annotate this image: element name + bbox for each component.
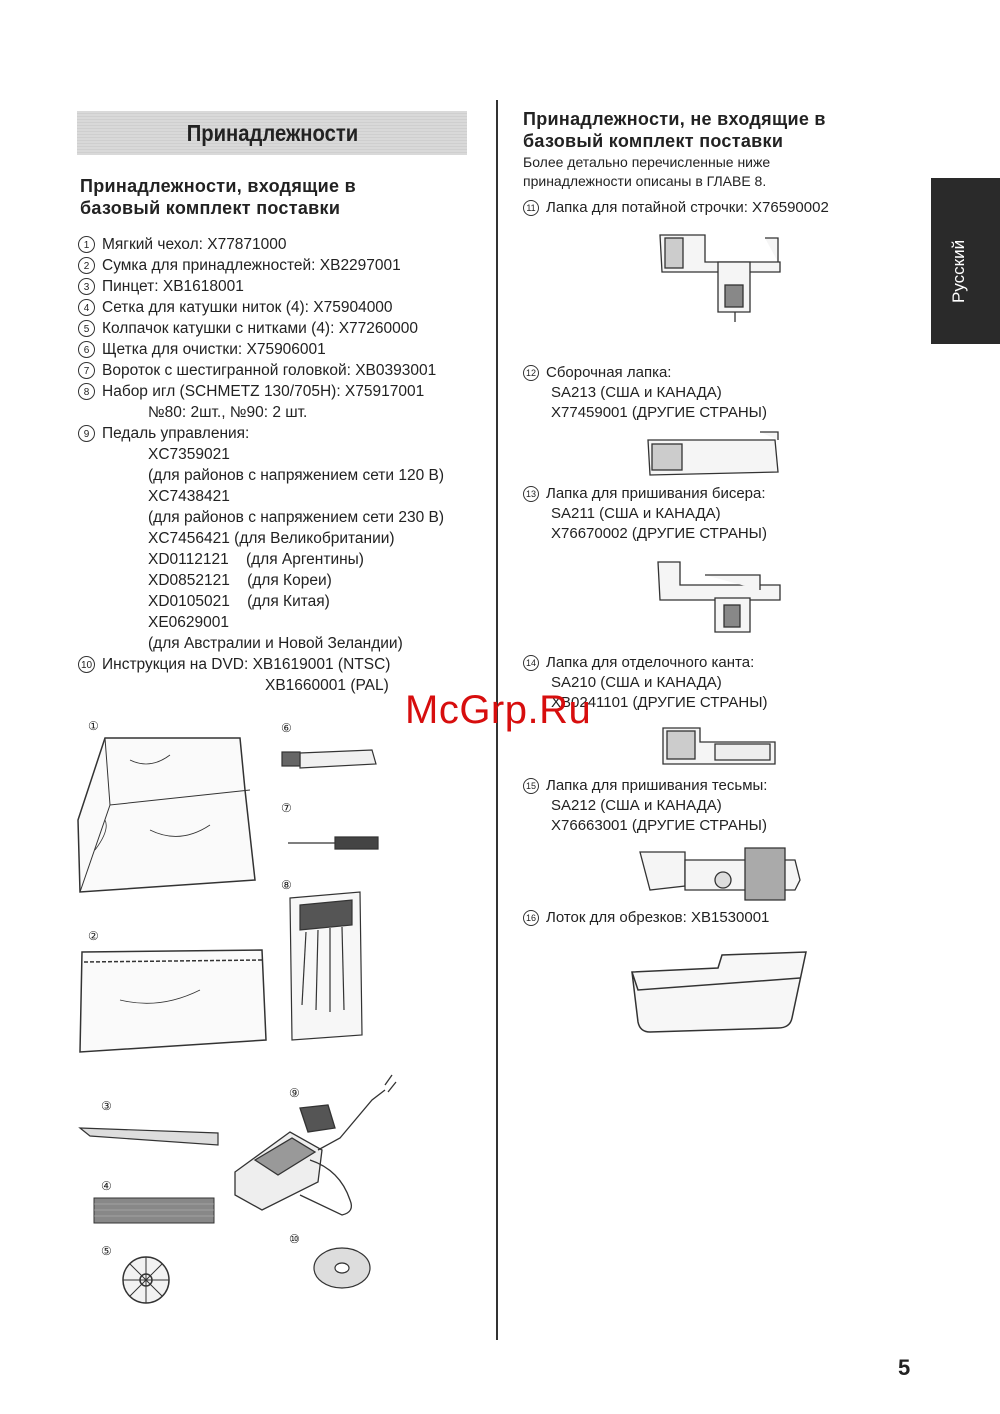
list-item-detail: (для районов с напряжением сети 120 В)	[148, 467, 445, 484]
optional-item-12: 12 Сборочная лапка: SA213 (США и КАНАДА) X77459001 (ДРУГИЕ СТРАНЫ)	[523, 363, 767, 423]
trim-trap-drawing	[632, 952, 806, 1032]
blind-stitch-foot-drawing	[660, 235, 780, 322]
page-number: 5	[898, 1355, 911, 1380]
item-number: 2	[78, 257, 95, 274]
figure-label-6: ⑥	[281, 721, 292, 735]
item-number: 10	[78, 656, 95, 673]
figure-label-5: ⑤	[101, 1244, 112, 1258]
optional-item-11: 11 Лапка для потайной строчки: X76590002	[523, 197, 829, 218]
left-heading-line1: Принадлежности, входящие в	[80, 176, 357, 196]
figure-label-2: ②	[88, 929, 99, 943]
language-side-tab-label: Русский	[949, 239, 968, 303]
figure-label-9: ⑨	[289, 1086, 300, 1100]
list-item-detail: XB1660001 (PAL)	[265, 677, 389, 694]
item-number: 14	[523, 655, 539, 671]
list-item-detail: XC7456421 (для Великобритании)	[148, 530, 395, 547]
language-side-tab	[931, 178, 1000, 344]
left-heading-line2: базовый комплект поставки	[80, 198, 341, 218]
item-number: 5	[78, 320, 95, 337]
list-item-detail: №80: 2шт., №90: 2 шт.	[148, 404, 308, 421]
list-item: 3 Пинцет: XB1618001	[78, 276, 444, 297]
list-item-detail: (для Австралии и Новой Зеландии)	[148, 635, 403, 652]
list-item-detail: XD0852121 (для Кореи)	[148, 572, 332, 589]
list-item-detail: (для районов с напряжением сети 230 В)	[148, 509, 445, 526]
list-item-detail: XC7359021	[148, 446, 230, 463]
figure-label-8: ⑧	[281, 878, 292, 892]
tape-foot-drawing	[640, 848, 800, 900]
optional-item-16: 16 Лоток для обрезков: XB1530001	[523, 907, 769, 928]
list-item: 1 Мягкий чехол: X77871000	[78, 234, 444, 255]
list-item-detail: XC7438421	[148, 488, 230, 505]
item-number: 15	[523, 778, 539, 794]
right-heading-line2: базовый комплект поставки	[523, 131, 784, 151]
optional-item-13: 13 Лапка для пришивания бисера: SA211 (США и КАНАДА) X76670002 (ДРУГИЕ СТРАНЫ)	[523, 484, 767, 544]
list-item: 5 Колпачок катушки с нитками (4): X77260000	[78, 318, 444, 339]
right-intro-line2: принадлежности описаны в ГЛАВЕ 8.	[523, 173, 767, 189]
beading-foot-drawing	[658, 562, 780, 632]
figure-label-4: ④	[101, 1179, 112, 1193]
item-number: 7	[78, 362, 95, 379]
item-number: 11	[523, 200, 539, 216]
optional-item-14: 14 Лапка для отделочного канта: SA210 (США и КАНАДА) XB0241101 (ДРУГИЕ СТРАНЫ)	[523, 653, 768, 713]
item-number: 3	[78, 278, 95, 295]
right-heading-line1: Принадлежности, не входящие в	[523, 109, 826, 129]
item-number: 1	[78, 236, 95, 253]
list-item: 10 Инструкция на DVD: XB1619001 (NTSC)	[78, 654, 444, 675]
item-number: 4	[78, 299, 95, 316]
list-item-detail: XD0105021 (для Китая)	[148, 593, 330, 610]
section-title: Принадлежности	[186, 119, 358, 146]
piping-foot-drawing	[663, 728, 775, 764]
figure-label-1: ①	[88, 719, 99, 733]
list-item: 6 Щетка для очистки: X75906001	[78, 339, 444, 360]
list-item: 7 Вороток с шестигранной головкой: XB0393001	[78, 360, 444, 381]
list-item-detail: XD0112121 (для Аргентины)	[148, 551, 364, 568]
gathering-foot-drawing	[648, 432, 778, 475]
item-number: 13	[523, 486, 539, 502]
figure-label-10: ⑩	[289, 1232, 300, 1246]
figure-label-7: ⑦	[281, 801, 292, 815]
right-intro-line1: Более детально перечисленные ниже	[523, 154, 771, 170]
optional-item-15: 15 Лапка для пришивания тесьмы: SA212 (США и КАНАДА) X76663001 (ДРУГИЕ СТРАНЫ)	[523, 776, 767, 836]
list-item-detail: XE0629001	[148, 614, 230, 631]
item-number: 16	[523, 910, 539, 926]
item-number: 9	[78, 425, 95, 442]
item-number: 8	[78, 383, 95, 400]
list-item: 9 Педаль управления:	[78, 423, 444, 444]
figure-label-3: ③	[101, 1099, 112, 1113]
item-number: 6	[78, 341, 95, 358]
list-item: 2 Сумка для принадлежностей: XB2297001	[78, 255, 444, 276]
list-item: 8 Набор игл (SCHMETZ 130/705H): X75917001	[78, 381, 444, 402]
watermark: McGrp.Ru	[405, 688, 592, 732]
item-number: 12	[523, 365, 539, 381]
list-item: 4 Сетка для катушки ниток (4): X75904000	[78, 297, 444, 318]
